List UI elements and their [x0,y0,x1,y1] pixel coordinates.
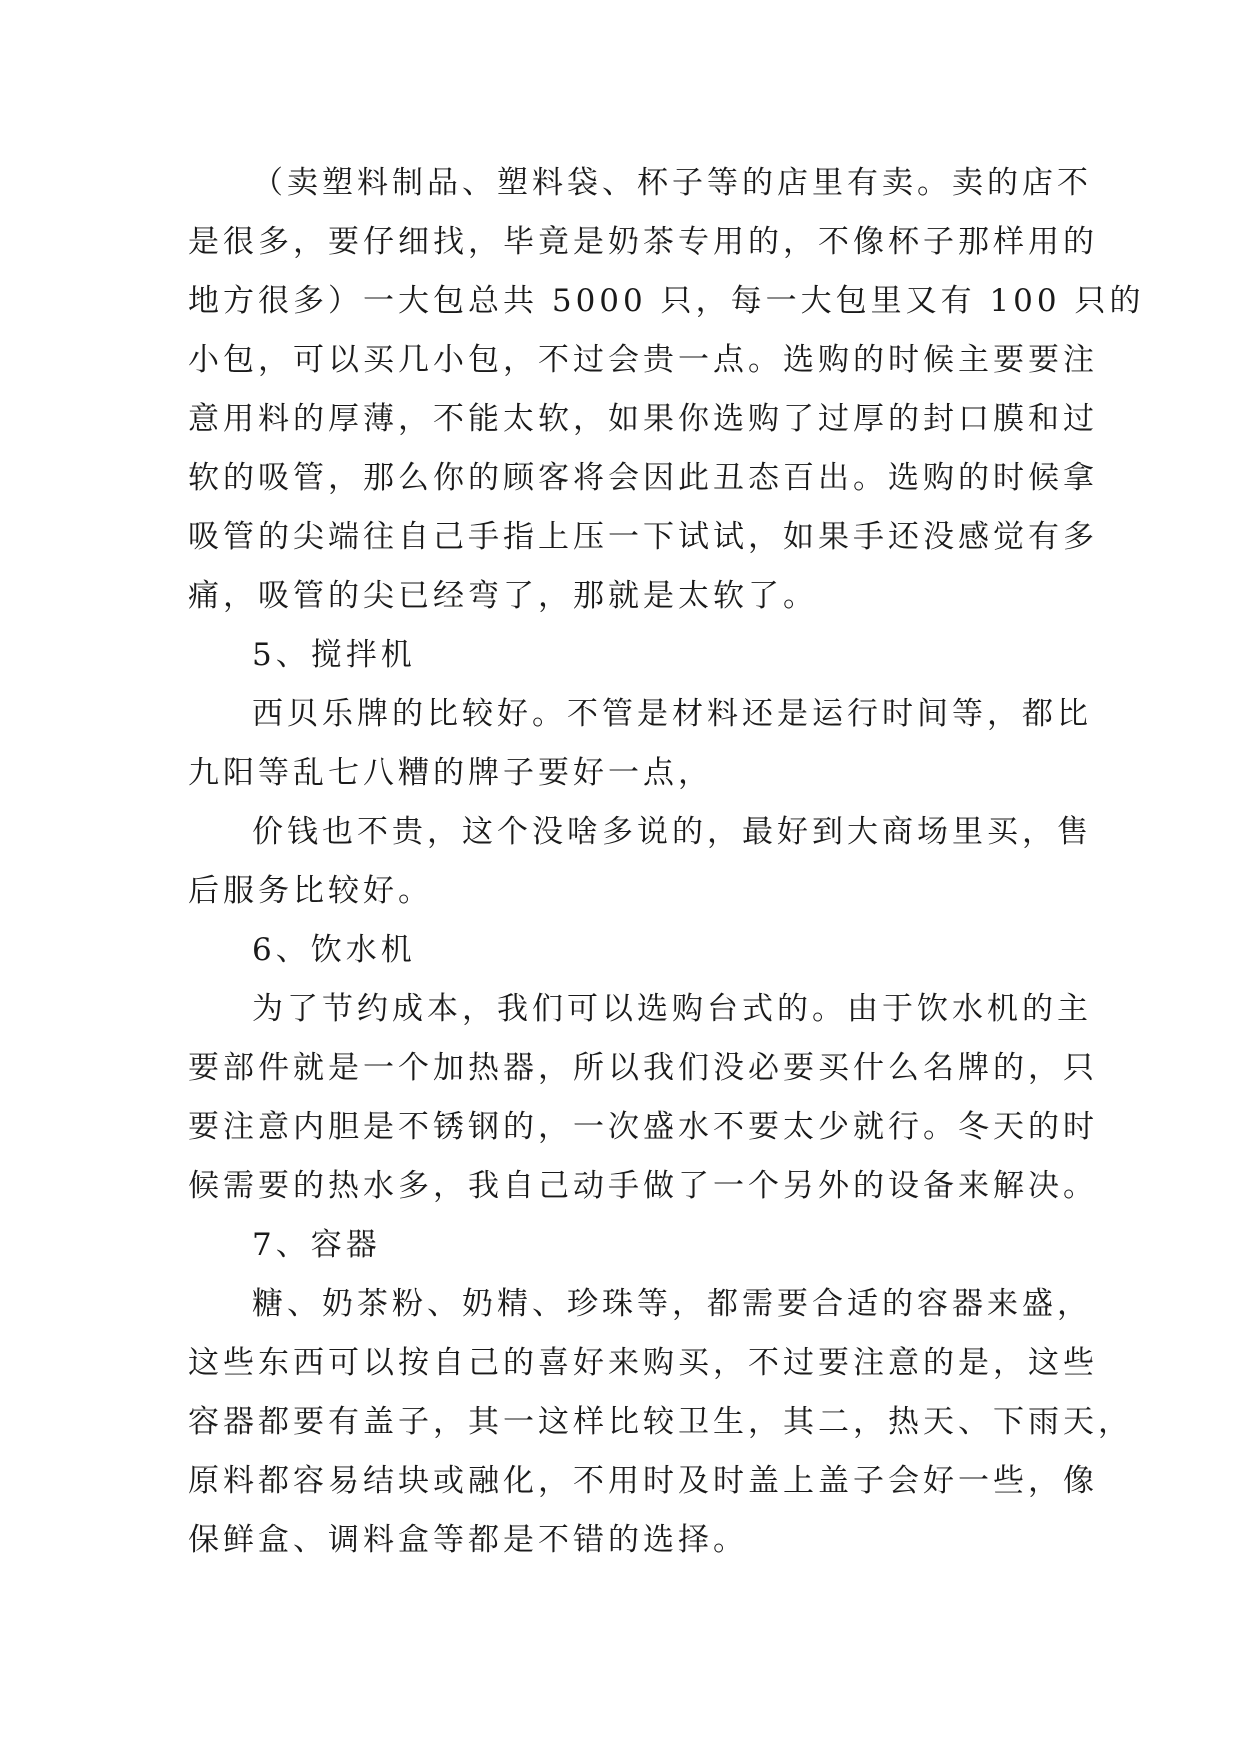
text-line: 九阳等乱七八糟的牌子要好一点， [188,755,713,791]
text-line: 西贝乐牌的比较好。不管是材料还是运行时间等，都比 [252,696,1092,732]
text-line: 软的吸管，那么你的顾客将会因此丑态百出。选购的时候拿 [188,460,1098,496]
text-line: 候需要的热水多，我自己动手做了一个另外的设备来解决。 [188,1168,1098,1204]
text-line: 容器都要有盖子，其一这样比较卫生，其二，热天、下雨天， [188,1404,1133,1440]
text-line: 价钱也不贵，这个没啥多说的，最好到大商场里买，售 [252,814,1092,850]
text-line: 为了节约成本，我们可以选购台式的。由于饮水机的主 [252,991,1092,1027]
text-line: 吸管的尖端往自己手指上压一下试试，如果手还没感觉有多 [188,519,1098,555]
text-line: 这些东西可以按自己的喜好来购买，不过要注意的是，这些 [188,1345,1098,1381]
text-line: 痛，吸管的尖已经弯了，那就是太软了。 [188,578,818,614]
text-line: 地方很多）一大包总共 5000 只，每一大包里又有 100 只的 [188,283,1145,319]
section-heading: 5、搅拌机 [252,637,416,673]
document-body [188,154,1145,1570]
text-line: 意用料的厚薄，不能太软，如果你选购了过厚的封口膜和过 [188,401,1098,437]
section-heading: 7、容器 [252,1227,381,1263]
section-heading: 6、饮水机 [252,932,416,968]
text-line: （卖塑料制品、塑料袋、杯子等的店里有卖。卖的店不 [252,165,1092,201]
text-line: 保鲜盒、调料盒等都是不错的选择。 [188,1522,748,1558]
text-line: 是很多，要仔细找，毕竟是奶茶专用的，不像杯子那样用的 [188,224,1098,260]
text-line: 要部件就是一个加热器，所以我们没必要买什么名牌的，只 [188,1050,1098,1086]
text-line: 要注意内胆是不锈钢的，一次盛水不要太少就行。冬天的时 [188,1109,1098,1145]
text-line: 后服务比较好。 [188,873,433,909]
text-line: 原料都容易结块或融化，不用时及时盖上盖子会好一些，像 [188,1463,1098,1499]
text-line: 糖、奶茶粉、奶精、珍珠等，都需要合适的容器来盛， [252,1286,1092,1322]
text-line: 小包，可以买几小包，不过会贵一点。选购的时候主要要注 [188,342,1098,378]
